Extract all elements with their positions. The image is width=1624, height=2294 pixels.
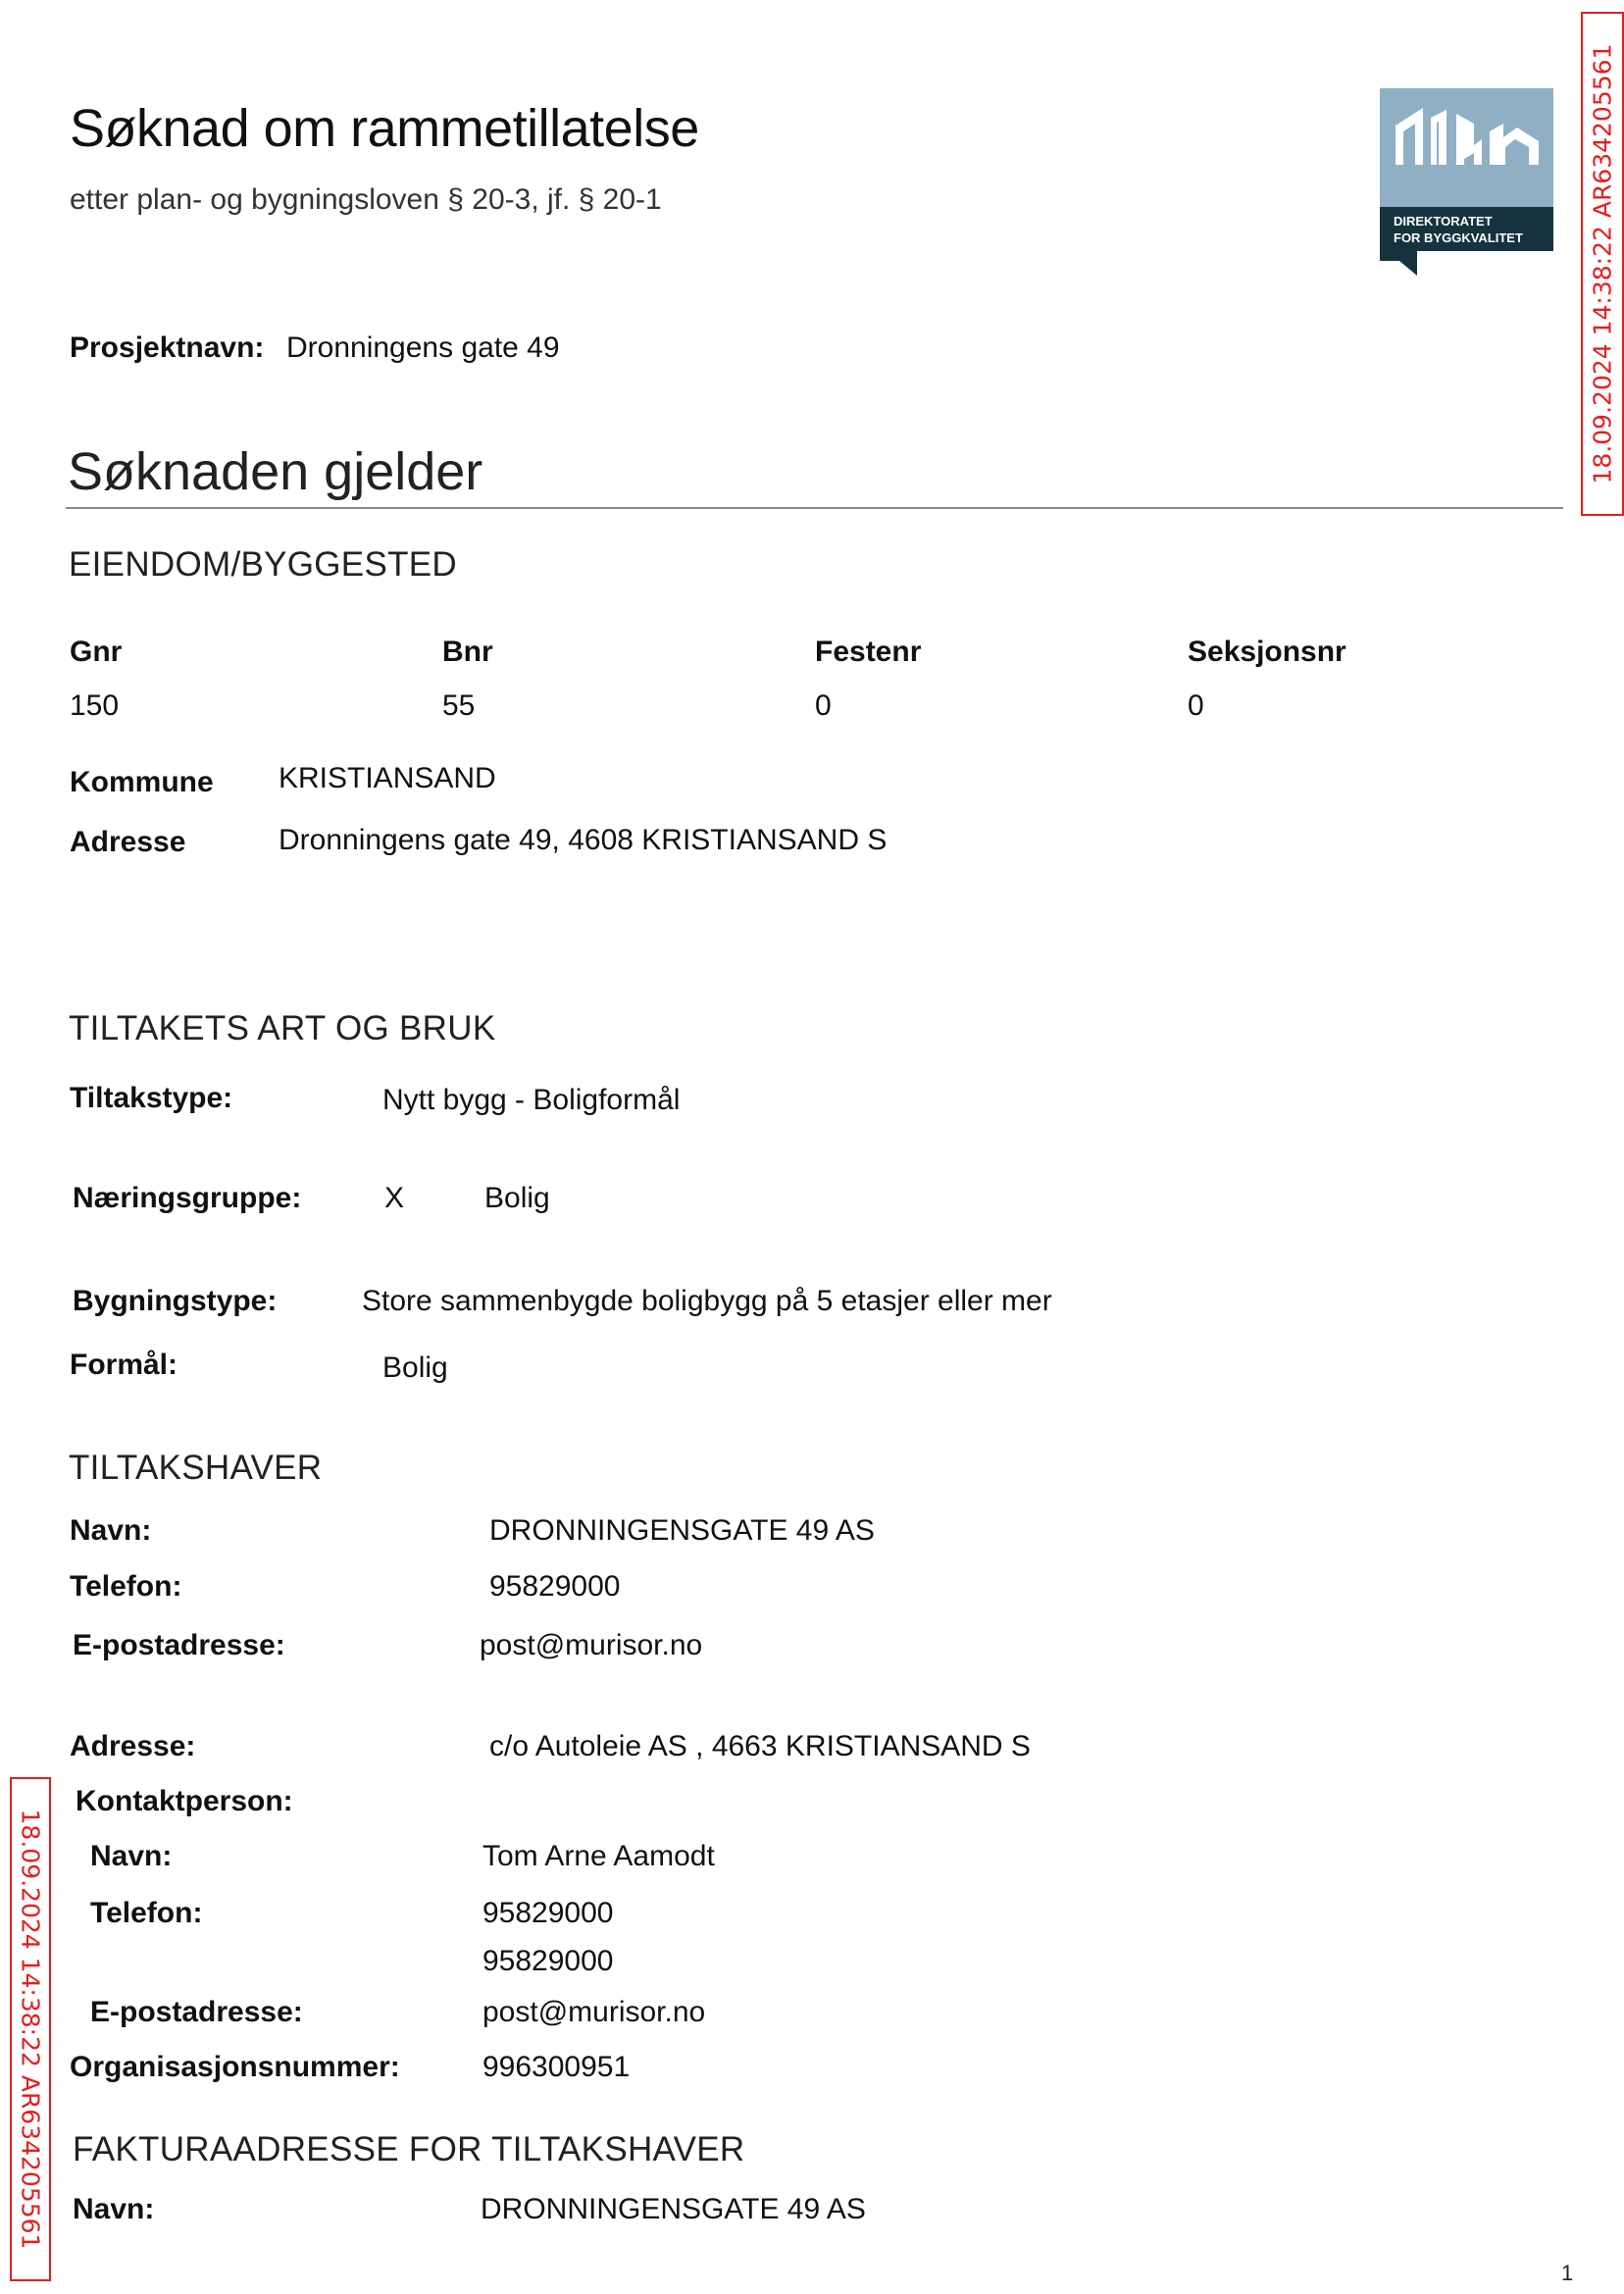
application-heading: Søknaden gjelder bbox=[68, 442, 483, 501]
developer-address-label: Adresse: bbox=[70, 1730, 196, 1762]
developer-name-label: Navn: bbox=[70, 1514, 152, 1547]
gnr-value: 150 bbox=[70, 689, 120, 722]
timestamp-stamp-right bbox=[1581, 12, 1624, 516]
formal-label: Formål: bbox=[70, 1349, 178, 1381]
property-address-value: Dronningens gate 49, 4608 KRISTIANSAND S bbox=[279, 824, 888, 856]
developer-phone-label: Telefon: bbox=[70, 1570, 182, 1603]
page-number: 1 bbox=[1561, 2261, 1574, 2285]
contact-name-label: Navn: bbox=[90, 1840, 173, 1872]
measure-section-title: TILTAKETS ART OG BRUK bbox=[69, 1009, 496, 1047]
column-header-gnr: Gnr bbox=[70, 636, 123, 668]
seksjonsnr-value: 0 bbox=[1188, 689, 1204, 722]
contact-phone-value-2: 95829000 bbox=[482, 1945, 614, 1977]
billing-section-title: FAKTURAADRESSE FOR TILTAKSHAVER bbox=[73, 2130, 745, 2168]
festenr-value: 0 bbox=[815, 689, 832, 722]
naeringsgruppe-value: Bolig bbox=[484, 1182, 550, 1214]
kommune-label: Kommune bbox=[70, 766, 214, 798]
developer-name-value: DRONNINGENSGATE 49 AS bbox=[489, 1514, 875, 1547]
timestamp-stamp-left bbox=[10, 1777, 51, 2281]
developer-email-value: post@murisor.no bbox=[480, 1629, 703, 1661]
page-subtitle: etter plan- og bygningsloven § 20-3, jf. § 20-1 bbox=[70, 183, 662, 216]
heading-divider bbox=[66, 507, 1563, 509]
logo-text-1: DIREKTORATET bbox=[1394, 214, 1493, 229]
developer-phone-value: 95829000 bbox=[489, 1570, 621, 1603]
naeringsgruppe-label: Næringsgruppe: bbox=[73, 1182, 302, 1214]
kommune-value: KRISTIANSAND bbox=[279, 762, 496, 794]
stamp-text-right: 18.09.2024 14:38:22 AR634205561 bbox=[1588, 43, 1617, 484]
property-address-label: Adresse bbox=[70, 826, 186, 858]
property-section-title: EIENDOM/BYGGESTED bbox=[69, 545, 457, 584]
tiltakstype-value: Nytt bygg - Boligformål bbox=[382, 1084, 681, 1116]
column-header-festenr: Festenr bbox=[815, 636, 922, 668]
developer-email-label: E-postadresse: bbox=[73, 1629, 285, 1661]
contact-name-value: Tom Arne Aamodt bbox=[482, 1840, 715, 1872]
contact-person-label: Kontaktperson: bbox=[76, 1785, 293, 1817]
formal-value: Bolig bbox=[382, 1351, 448, 1384]
billing-name-value: DRONNINGENSGATE 49 AS bbox=[481, 2193, 866, 2225]
bygningstype-label: Bygningstype: bbox=[73, 1285, 278, 1317]
developer-section-title: TILTAKSHAVER bbox=[69, 1449, 323, 1487]
column-header-seksjonsnr: Seksjonsnr bbox=[1188, 636, 1346, 668]
bnr-value: 55 bbox=[442, 689, 476, 722]
billing-name-label: Navn: bbox=[73, 2193, 155, 2225]
page-title: Søknad om rammetillatelse bbox=[70, 99, 699, 158]
project-value: Dronningens gate 49 bbox=[286, 331, 560, 364]
contact-email-label: E-postadresse: bbox=[90, 1996, 303, 2028]
column-header-bnr: Bnr bbox=[442, 636, 493, 668]
tiltakstype-label: Tiltakstype: bbox=[70, 1082, 233, 1114]
dibk-logo bbox=[1380, 88, 1553, 276]
project-label: Prosjektnavn: bbox=[70, 331, 265, 364]
org-number-value: 996300951 bbox=[482, 2051, 631, 2083]
developer-address-value: c/o Autoleie AS , 4663 KRISTIANSAND S bbox=[489, 1730, 1031, 1762]
contact-phone-label: Telefon: bbox=[90, 1897, 203, 1929]
org-number-label: Organisasjonsnummer: bbox=[70, 2051, 400, 2083]
contact-phone-value: 95829000 bbox=[482, 1897, 614, 1929]
stamp-text-left: 18.09.2024 14:38:22 AR634205561 bbox=[16, 1809, 45, 2250]
naeringsgruppe-code: X bbox=[384, 1182, 405, 1214]
bygningstype-value: Store sammenbygde boligbygg på 5 etasjer eller mer bbox=[362, 1285, 1052, 1317]
logo-text-2: FOR BYGGKVALITET bbox=[1394, 230, 1523, 245]
contact-email-value: post@murisor.no bbox=[482, 1996, 706, 2028]
